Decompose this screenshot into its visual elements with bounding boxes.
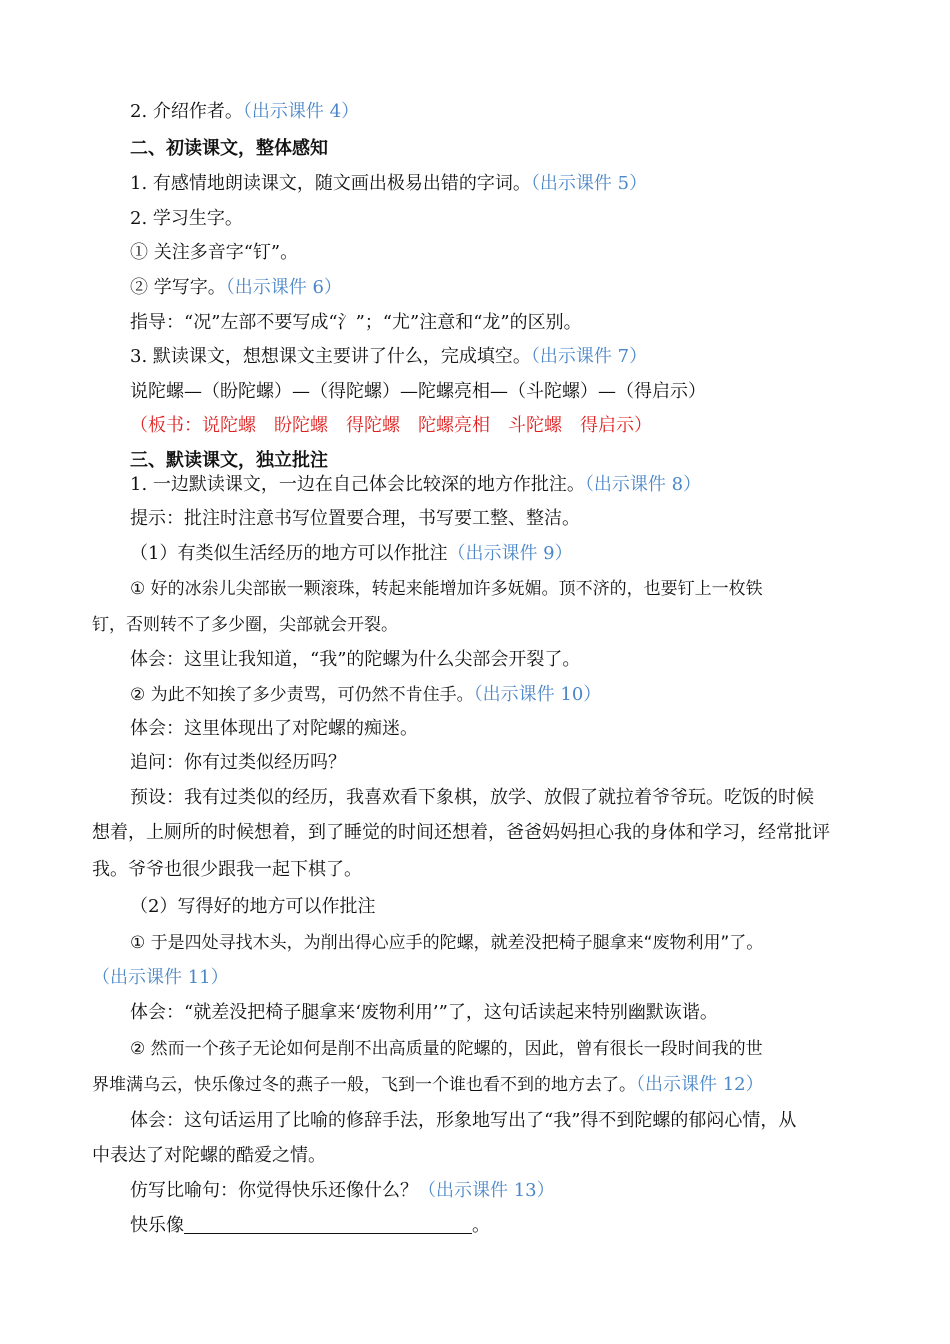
learn-characters-line: 2. 学习生字。 <box>130 208 243 229</box>
courseware-link[interactable]: （出示课件 7） <box>530 346 648 367</box>
imitation-line: 仿写比喻句：你觉得快乐还像什么？（出示课件 13） <box>130 1180 555 1201</box>
guidance-line: 指导：“况”左部不要写成“氵”；“尤”注意和“龙”的区别。 <box>130 312 582 333</box>
intro-author-line: 2. 介绍作者。（出示课件 4） <box>130 101 360 122</box>
courseware-link[interactable]: （出示课件 9） <box>447 543 573 564</box>
insight-3-line: 体会：“就差没把椅子腿拿来‘废物利用’”了，这句话读起来特别幽默诙谐。 <box>130 1002 718 1023</box>
subpoint-1-line: （1）有类似生活经历的地方可以作批注（出示课件 9） <box>130 543 573 564</box>
insight-4-line-a: 体会：这句话运用了比喻的修辞手法，形象地写出了“我”得不到陀螺的郁闷心情，从 <box>130 1110 797 1131</box>
quote-4-line-b: 界堆满乌云，快乐像过冬的燕子一般，飞到一个谁也看不到的地方去了。（出示课件 12） <box>92 1074 764 1095</box>
insight-4-line-b: 中表达了对陀螺的酷爱之情。 <box>92 1145 326 1166</box>
fill-blank-line: 说陀螺—（盼陀螺）—（得陀螺）—陀螺亮相—（斗陀螺）—（得启示） <box>130 381 706 402</box>
board-writing-line: （板书：说陀螺 盼陀螺 得陀螺 陀螺亮相 斗陀螺 得启示） <box>130 415 652 436</box>
follow-up-question-line: 追问：你有过类似经历吗？ <box>130 752 346 773</box>
quote-3-line: ① 于是四处寻找木头，为削出得心应手的陀螺，就差没把椅子腿拿来“废物利用”了。 <box>130 933 764 953</box>
section-heading-2: 二、初读课文，整体感知 <box>130 138 328 159</box>
insight-1-line: 体会：这里让我知道，“我”的陀螺为什么尖部会开裂了。 <box>130 649 581 670</box>
subpoint-2-line: （2）写得好的地方可以作批注 <box>130 896 376 917</box>
tip-line: 提示：批注时注意书写位置要合理，书写要工整、整洁。 <box>130 508 580 529</box>
courseware-link[interactable]: （出示课件 10） <box>473 684 602 705</box>
preset-answer-line-c: 我。爷爷也很少跟我一起下棋了。 <box>92 859 362 880</box>
silent-reading-line: 3. 默读课文，想想课文主要讲了什么，完成填空。（出示课件 7） <box>130 346 648 367</box>
quote-4-line-a: ② 然而一个孩子无论如何是削不出高质量的陀螺的，因此，曾有很长一段时间我的世 <box>130 1039 763 1059</box>
polyphone-line: ① 关注多音字“钉”。 <box>130 242 299 263</box>
courseware-link[interactable]: （出示课件 8） <box>584 474 702 495</box>
writing-line: ② 学写字。（出示课件 6） <box>130 277 342 298</box>
courseware-link[interactable]: （出示课件 6） <box>225 277 342 298</box>
courseware-link[interactable]: （出示课件 13） <box>418 1180 555 1201</box>
answer-blank[interactable] <box>184 1215 472 1234</box>
courseware-link[interactable]: （出示课件 4） <box>242 101 360 122</box>
reading-step-line: 1. 有感情地朗读课文，随文画出极易出错的字词。（出示课件 5） <box>130 173 648 194</box>
annotate-line: 1. 一边默读课文，一边在自己体会比较深的地方作批注。（出示课件 8） <box>130 474 702 495</box>
insight-2-line: 体会：这里体现出了对陀螺的痴迷。 <box>130 718 418 739</box>
quote-1-line-b: 钉，否则转不了多少圈，尖部就会开裂。 <box>92 615 398 635</box>
fill-in-answer-line: 快乐像 。 <box>130 1215 490 1236</box>
quote-2-line: ② 为此不知挨了多少责骂，可仍然不肯住手。（出示课件 10） <box>130 684 602 705</box>
quote-1-line-a: ① 好的冰尜儿尖部嵌一颗滚珠，转起来能增加许多妩媚。顶不济的，也要钉上一枚铁 <box>130 579 763 599</box>
preset-answer-line-b: 想着，上厕所的时候想着，到了睡觉的时间还想着，爸爸妈妈担心我的身体和学习，经常批评 <box>92 822 830 843</box>
courseware-link[interactable]: （出示课件 5） <box>530 173 648 194</box>
section-heading-3: 三、默读课文，独立批注 <box>130 450 328 471</box>
courseware-link[interactable]: （出示课件 11） <box>92 967 229 988</box>
preset-answer-line-a: 预设：我有过类似的经历，我喜欢看下象棋，放学、放假了就拉着爷爷玩。吃饭的时候 <box>130 787 814 808</box>
courseware-link[interactable]: （出示课件 12） <box>636 1074 764 1095</box>
